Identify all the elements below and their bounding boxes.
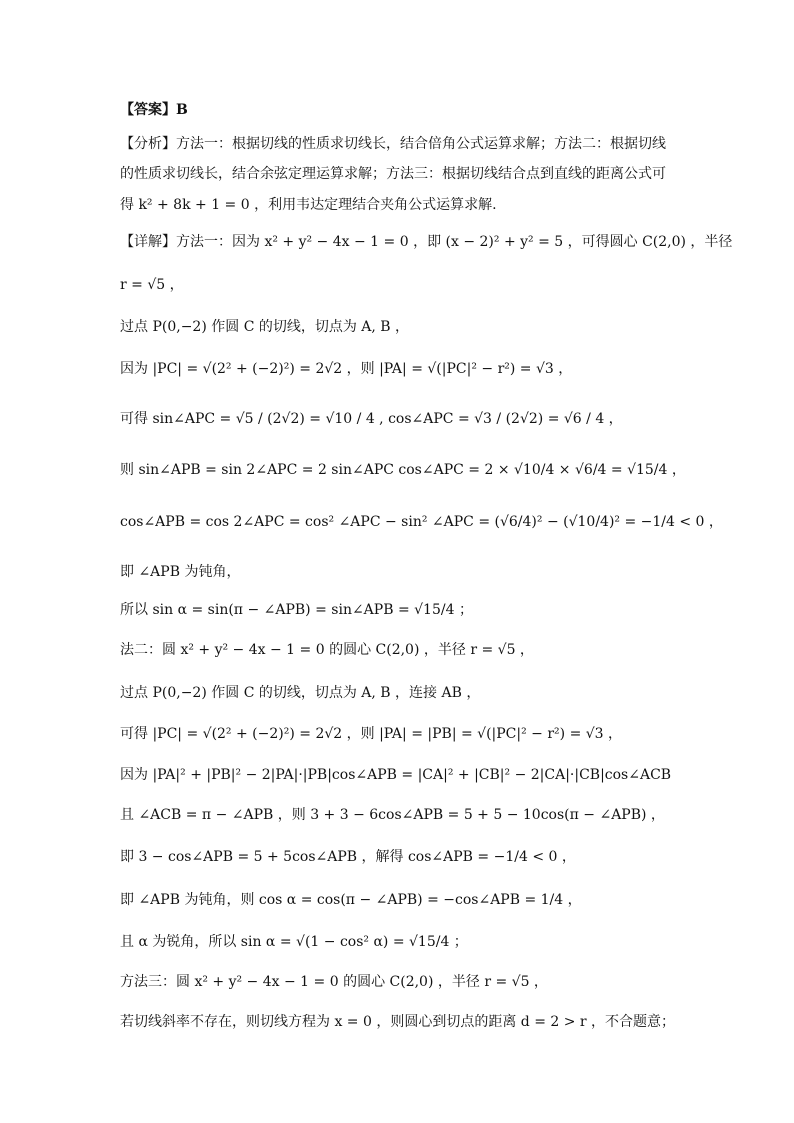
method2-line-1: 法二：圆 x² + y² − 4x − 1 = 0 的圆心 C(2,0) ，半径 r = √5 ， [120,642,534,658]
detail-line-7: cos∠APB = cos 2∠APC = cos² ∠APC − sin² ∠APC = (√6/4)² − (√10/4)² = −1/4 < 0 ， [120,514,723,530]
detail-line-6: 则 sin∠APB = sin 2∠APC = 2 sin∠APC cos∠APC = 2 × √10/4 × √6/4 = √15/4 ， [120,462,686,478]
analysis-line-2: 的性质求切线长，结合余弦定理运算求解；方法三：根据切线结合点到直线的距离公式可 [120,166,666,182]
detail-line-1: 【详解】方法一：因为 x² + y² − 4x − 1 = 0 ，即 (x − 2)² + y² = 5 ，可得圆心 C(2,0) ，半径 [120,234,733,250]
detail-line-8: 即 ∠APB 为钝角， [120,564,241,580]
answer-heading: 【答案】B [120,102,188,118]
method2-line-2: 过点 P(0,−2) 作圆 C 的切线，切点为 A, B ，连接 AB ， [120,685,481,701]
detail-line-9: 所以 sin α = sin(π − ∠APB) = sin∠APB = √15/4 ； [120,602,473,618]
method3-line-2: 若切线斜率不存在，则切线方程为 x = 0 ，则圆心到切点的距离 d = 2 > r ，不合题意； [120,1014,676,1030]
method2-line-5: 且 ∠ACB = π − ∠APB ，则 3 + 3 − 6cos∠APB = 5 + 5 − 10cos(π − ∠APB) ， [120,807,665,823]
method2-line-8: 且 α 为锐角，所以 sin α = √(1 − cos² α) = √15/4 ； [120,934,468,950]
detail-line-3: 过点 P(0,−2) 作圆 C 的切线，切点为 A, B ， [120,319,410,335]
detail-line-5: 可得 sin∠APC = √5 / (2√2) = √10 / 4 , cos∠APC = √3 / (2√2) = √6 / 4 ， [120,411,623,427]
method2-line-6: 即 3 − cos∠APB = 5 + 5cos∠APB ，解得 cos∠APB = −1/4 < 0 ， [120,849,576,865]
method2-line-4: 因为 |PA|² + |PB|² − 2|PA|·|PB|cos∠APB = |CA|² + |CB|² − 2|CA|·|CB|cos∠ACB [120,767,672,783]
detail-line-4: 因为 |PC| = √(2² + (−2)²) = 2√2 ，则 |PA| = √(|PC|² − r²) = √3 ， [120,361,573,377]
analysis-line-3: 得 k² + 8k + 1 = 0 ，利用韦达定理结合夹角公式运算求解. [120,197,497,213]
method3-line-1: 方法三：圆 x² + y² − 4x − 1 = 0 的圆心 C(2,0) ，半径 r = √5 ， [120,974,548,990]
detail-line-2: r = √5 ， [120,277,184,293]
analysis-line-1: 【分析】方法一：根据切线的性质求切线长，结合倍角公式运算求解；方法二：根据切线 [120,136,666,152]
method2-line-3: 可得 |PC| = √(2² + (−2)²) = 2√2 ，则 |PA| = |PB| = √(|PC|² − r²) = √3 ， [120,726,623,742]
method2-line-7: 即 ∠APB 为钝角，则 cos α = cos(π − ∠APB) = −cos∠APB = 1/4 ， [120,892,582,908]
